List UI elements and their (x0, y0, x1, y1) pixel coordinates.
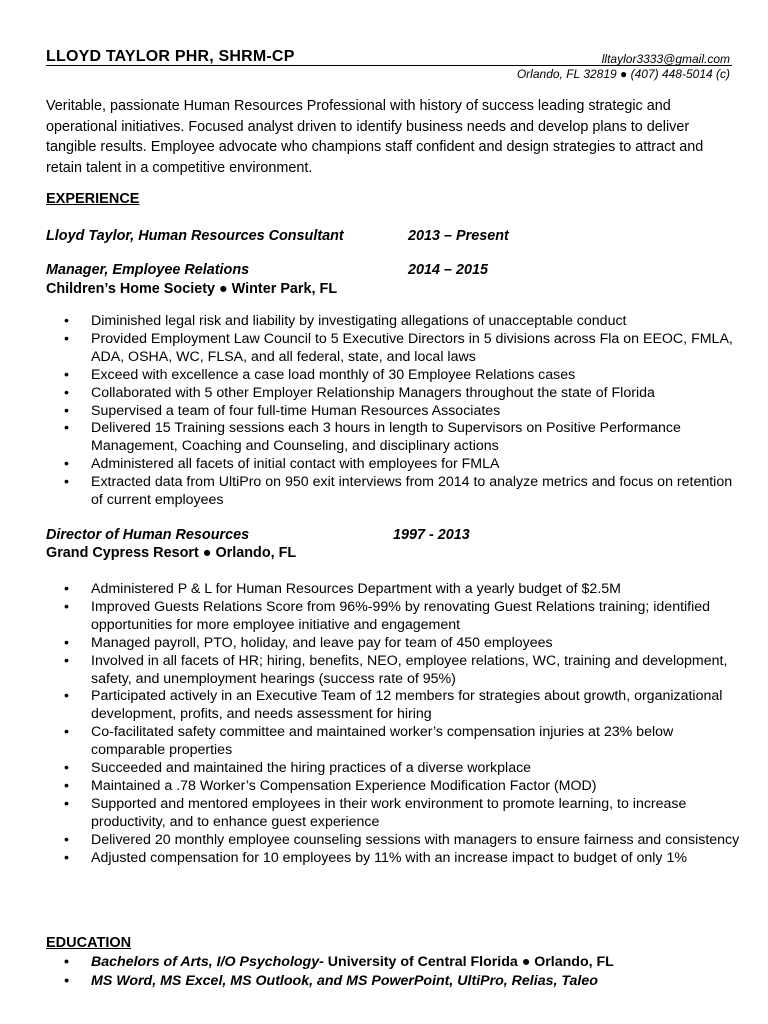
list-item: • Involved in all facets of HR; hiring, benefits, NEO, employee relations, WC, training and development, safety, and unemployment hearings (success rate of 95%) (0, 653, 740, 689)
list-item: • Extracted data from UltiPro on 950 exit interviews from 2014 to analyze metrics and focus on retention of current employees (0, 474, 740, 510)
list-item: • Collaborated with 5 other Employer Relationship Managers throughout the state of Florida (0, 385, 740, 403)
list-item: • Provided Employment Law Council to 5 Executive Directors in 5 divisions across Fla on EEOC, FMLA, ADA, OSHA, WC, FLSA, and all federal, state, and local laws (0, 331, 740, 367)
header-rule (46, 65, 732, 66)
job1-bullet-list (0, 313, 740, 510)
education-heading: EDUCATION (46, 935, 132, 951)
job1-dates: 2014 – 2015 (408, 262, 489, 278)
job1-organization: Children’s Home Society ● Winter Park, FL (46, 281, 338, 297)
experience-heading: EXPERIENCE (46, 191, 140, 207)
degree-item (0, 953, 740, 972)
list-item: • Delivered 15 Training sessions each 3 hours in length to Supervisors on Positive Performance Management, Coaching and Counseling, and disciplinary actions (0, 420, 740, 456)
job2-organization: Grand Cypress Resort ● Orlando, FL (46, 545, 297, 561)
list-item: • Co-facilitated safety committee and maintained worker’s compensation injuries at 23% below comparable properties (0, 724, 740, 760)
degree-school: University of Central Florida ● Orlando, FL (323, 954, 614, 970)
list-item: • Managed payroll, PTO, holiday, and leave pay for team of 450 employees (0, 635, 740, 653)
list-item: • Succeeded and maintained the hiring practices of a diverse workplace (0, 760, 740, 778)
email-address: lltaylor3333@gmail.com (601, 52, 730, 66)
skills-item: • MS Word, MS Excel, MS Outlook, and MS PowerPoint, UltiPro, Relias, Taleo (0, 972, 740, 991)
degree-name: Bachelors of Arts, I/O Psychology- (91, 954, 324, 970)
job2-dates: 1997 - 2013 (393, 527, 470, 543)
list-item: • Administered P & L for Human Resources Department with a yearly budget of $2.5M (0, 581, 740, 599)
candidate-name: LLOYD TAYLOR PHR, SHRM-CP (46, 48, 295, 65)
list-item: • Maintained a .78 Worker’s Compensation Experience Modification Factor (MOD) (0, 778, 740, 796)
job1-title: Manager, Employee Relations (46, 262, 250, 278)
list-item: • Adjusted compensation for 10 employees by 11% with an increase impact to budget of only 1% (0, 850, 740, 868)
list-item: • Improved Guests Relations Score from 96%-99% by renovating Guest Relations training; identified opportunities for more employee initiative and engagement (0, 599, 740, 635)
list-item: • Supervised a team of four full-time Human Resources Associates (0, 403, 740, 421)
list-item: • Administered all facets of initial contact with employees for FMLA (0, 456, 740, 474)
list-item: • Exceed with excellence a case load monthly of 30 Employee Relations cases (0, 367, 740, 385)
list-item: • Supported and mentored employees in their work environment to promote learning, to increase productivity, and to enhance guest experience (0, 796, 740, 832)
list-item: • Diminished legal risk and liability by investigating allegations of unacceptable conduct (0, 313, 740, 331)
consultant-dates: 2013 – Present (408, 228, 509, 244)
list-item: • Delivered 20 monthly employee counseling sessions with managers to ensure fairness and consistency (0, 832, 740, 850)
consultant-title: Lloyd Taylor, Human Resources Consultant (46, 228, 344, 244)
job2-title: Director of Human Resources (46, 527, 250, 543)
professional-summary: Veritable, passionate Human Resources Professional with history of success leading strategic and operational initiatives. Focused analyst driven to identify business needs and develop plans to deliver tangible results. Employee advocate who champions staff confident and design strategies to attract and retain talent in a competitive environment. (46, 98, 704, 176)
contact-line: Orlando, FL 32819 ● (407) 448-5014 (c) (516, 67, 730, 81)
education-list (0, 953, 740, 990)
job2-bullet-list (0, 581, 740, 868)
list-item: • Participated actively in an Executive Team of 12 members for strategies about growth, organizational development, profits, and needs assessment for hiring (0, 688, 740, 724)
